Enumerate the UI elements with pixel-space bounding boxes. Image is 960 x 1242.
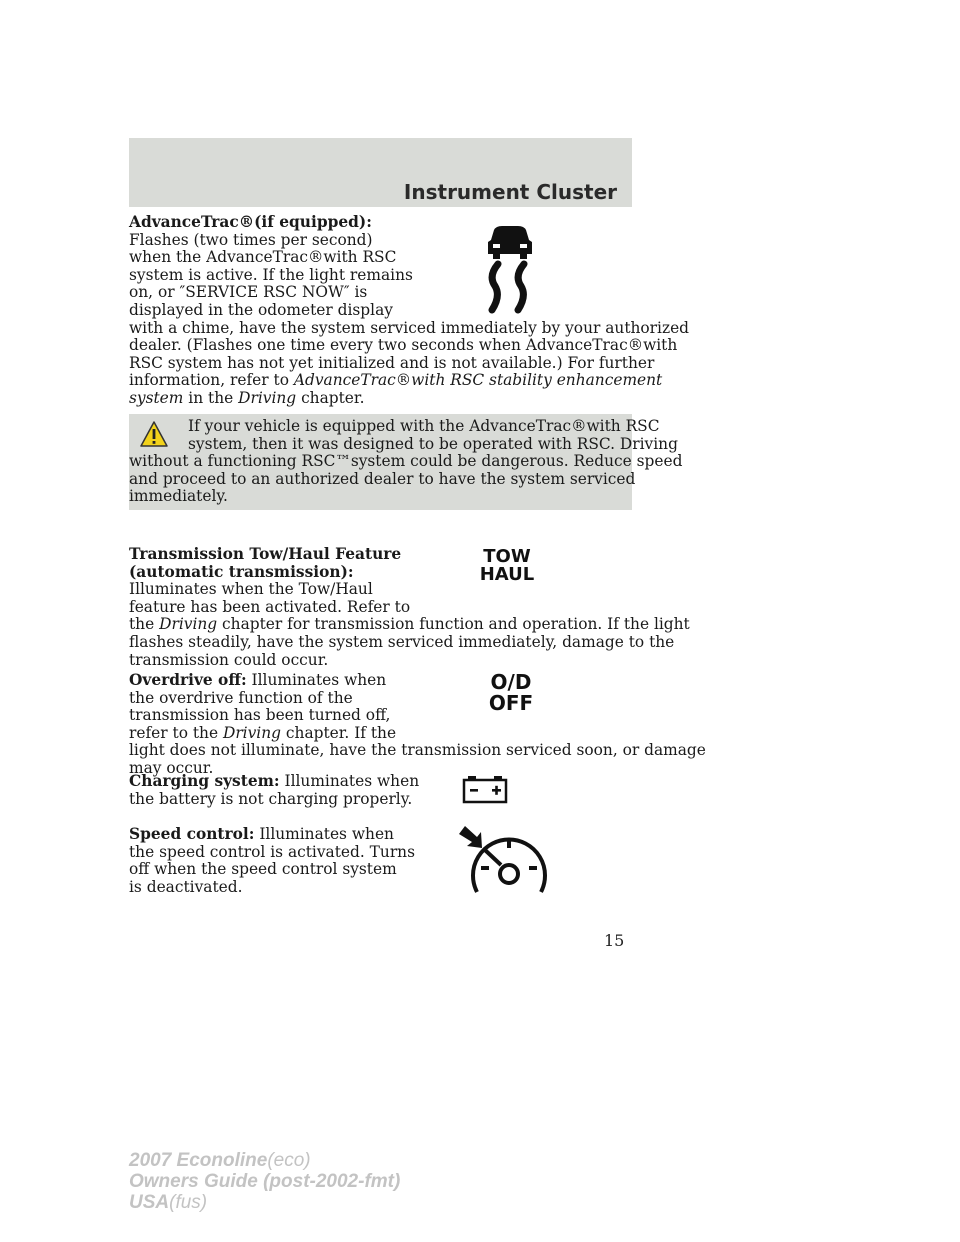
advancetrac-line: when the AdvanceTrac®with RSC xyxy=(129,248,397,267)
overdrive-line: chapter. If the xyxy=(285,723,397,742)
advancetrac-paragraph xyxy=(129,214,689,408)
advancetrac-ref-text: information, refer to xyxy=(129,371,289,390)
advancetrac-ref-text: in the xyxy=(188,388,234,407)
tow-haul-indicator-icon xyxy=(453,548,561,584)
advancetrac-line: RSC system has not yet initialized and is not available.) For further xyxy=(129,353,655,372)
advancetrac-ref-link-text: AdvanceTrac®with RSC stability enhancement xyxy=(293,371,663,390)
advancetrac-line: Flashes (two times per second) xyxy=(129,230,373,249)
tow-haul-line: flashes steadily, have the system serviced immediately, damage to the xyxy=(129,632,675,651)
document-footer xyxy=(129,1150,400,1213)
speedometer-icon xyxy=(455,824,551,900)
advancetrac-line: displayed in the odometer display xyxy=(129,300,393,319)
overdrive-line: refer to the xyxy=(129,723,219,742)
charging-line: the battery is not charging properly. xyxy=(129,789,413,808)
tow-haul-paragraph xyxy=(129,546,690,669)
speed-control-heading: Speed control: xyxy=(129,825,255,843)
overdrive-line: light does not illuminate, have the transmission serviced soon, or damage xyxy=(129,741,706,760)
tow-haul-heading: Transmission Tow/Haul Feature xyxy=(129,545,402,563)
tow-haul-heading: (automatic transmission): xyxy=(129,562,354,581)
overdrive-off-indicator-icon xyxy=(457,672,565,714)
advancetrac-heading: AdvanceTrac®(if equipped): xyxy=(129,213,372,231)
charging-paragraph xyxy=(129,773,419,808)
warning-line: without a functioning RSC™system could be dangerous. Reduce speed xyxy=(129,452,683,471)
section-header-band xyxy=(129,138,632,207)
warning-text xyxy=(129,418,682,506)
footer-guide-title: Owners Guide (post-2002-fmt) xyxy=(129,1171,401,1192)
speed-control-line: is deactivated. xyxy=(129,877,243,896)
overdrive-line: the overdrive function of the xyxy=(129,688,353,707)
advancetrac-ref-link-text: system xyxy=(129,388,184,407)
overdrive-line: transmission has been turned off, xyxy=(129,706,391,725)
warning-box xyxy=(129,414,683,510)
speed-control-line: Illuminates when xyxy=(259,825,394,843)
footer-model: 2007 Econoline xyxy=(129,1150,268,1171)
charging-heading: Charging system: xyxy=(129,772,280,790)
overdrive-line: may occur. xyxy=(129,758,214,777)
warning-line: and proceed to an authorized dealer to have the system serviced xyxy=(129,469,636,488)
page-number: 15 xyxy=(604,931,625,950)
warning-line: system, then it was designed to be operated with RSC. Driving xyxy=(188,434,678,453)
tow-haul-line: feature has been activated. Refer to xyxy=(129,597,411,616)
charging-line: Illuminates when xyxy=(284,772,420,790)
section-title: Instrument Cluster xyxy=(403,180,617,204)
advancetrac-line: system is active. If the light remains xyxy=(129,265,413,284)
driving-chapter-ref: Driving xyxy=(159,615,218,634)
driving-chapter-ref: Driving xyxy=(238,388,297,407)
advancetrac-ref-text: chapter. xyxy=(301,388,365,407)
overdrive-line: Illuminates when xyxy=(251,671,387,689)
advancetrac-line: with a chime, have the system serviced immediately by your authorized xyxy=(129,318,690,337)
tow-haul-line: Illuminates when the Tow/Haul xyxy=(129,580,373,599)
driving-chapter-ref: Driving xyxy=(222,723,281,742)
tow-haul-line: transmission could occur. xyxy=(129,650,329,669)
speed-control-line: the speed control is activated. Turns xyxy=(129,842,415,861)
speed-control-line: off when the speed control system xyxy=(129,860,397,879)
footer-region-code: (fus) xyxy=(169,1192,208,1213)
od-indicator-text: O/D xyxy=(490,670,532,694)
speed-control-paragraph xyxy=(129,826,415,896)
advancetrac-line: dealer. (Flashes one time every two seconds when AdvanceTrac®with xyxy=(129,336,678,355)
footer-model-code: (eco) xyxy=(267,1150,311,1171)
tow-haul-line: the xyxy=(129,615,155,634)
warning-line: If your vehicle is equipped with the AdvanceTrac®with RSC xyxy=(188,417,660,435)
overdrive-paragraph xyxy=(129,672,706,778)
skidding-car-icon xyxy=(480,224,540,314)
tow-indicator-text: TOW xyxy=(483,546,531,567)
off-indicator-text: OFF xyxy=(488,691,534,715)
overdrive-heading: Overdrive off: xyxy=(129,671,247,689)
warning-line: immediately. xyxy=(129,487,228,506)
footer-region: USA xyxy=(129,1192,170,1213)
tow-haul-line: chapter for transmission function and operation. If the light xyxy=(222,615,690,634)
battery-icon xyxy=(462,774,508,804)
haul-indicator-text: HAUL xyxy=(479,564,535,585)
advancetrac-line: on, or ″SERVICE RSC NOW″ is xyxy=(129,283,368,302)
